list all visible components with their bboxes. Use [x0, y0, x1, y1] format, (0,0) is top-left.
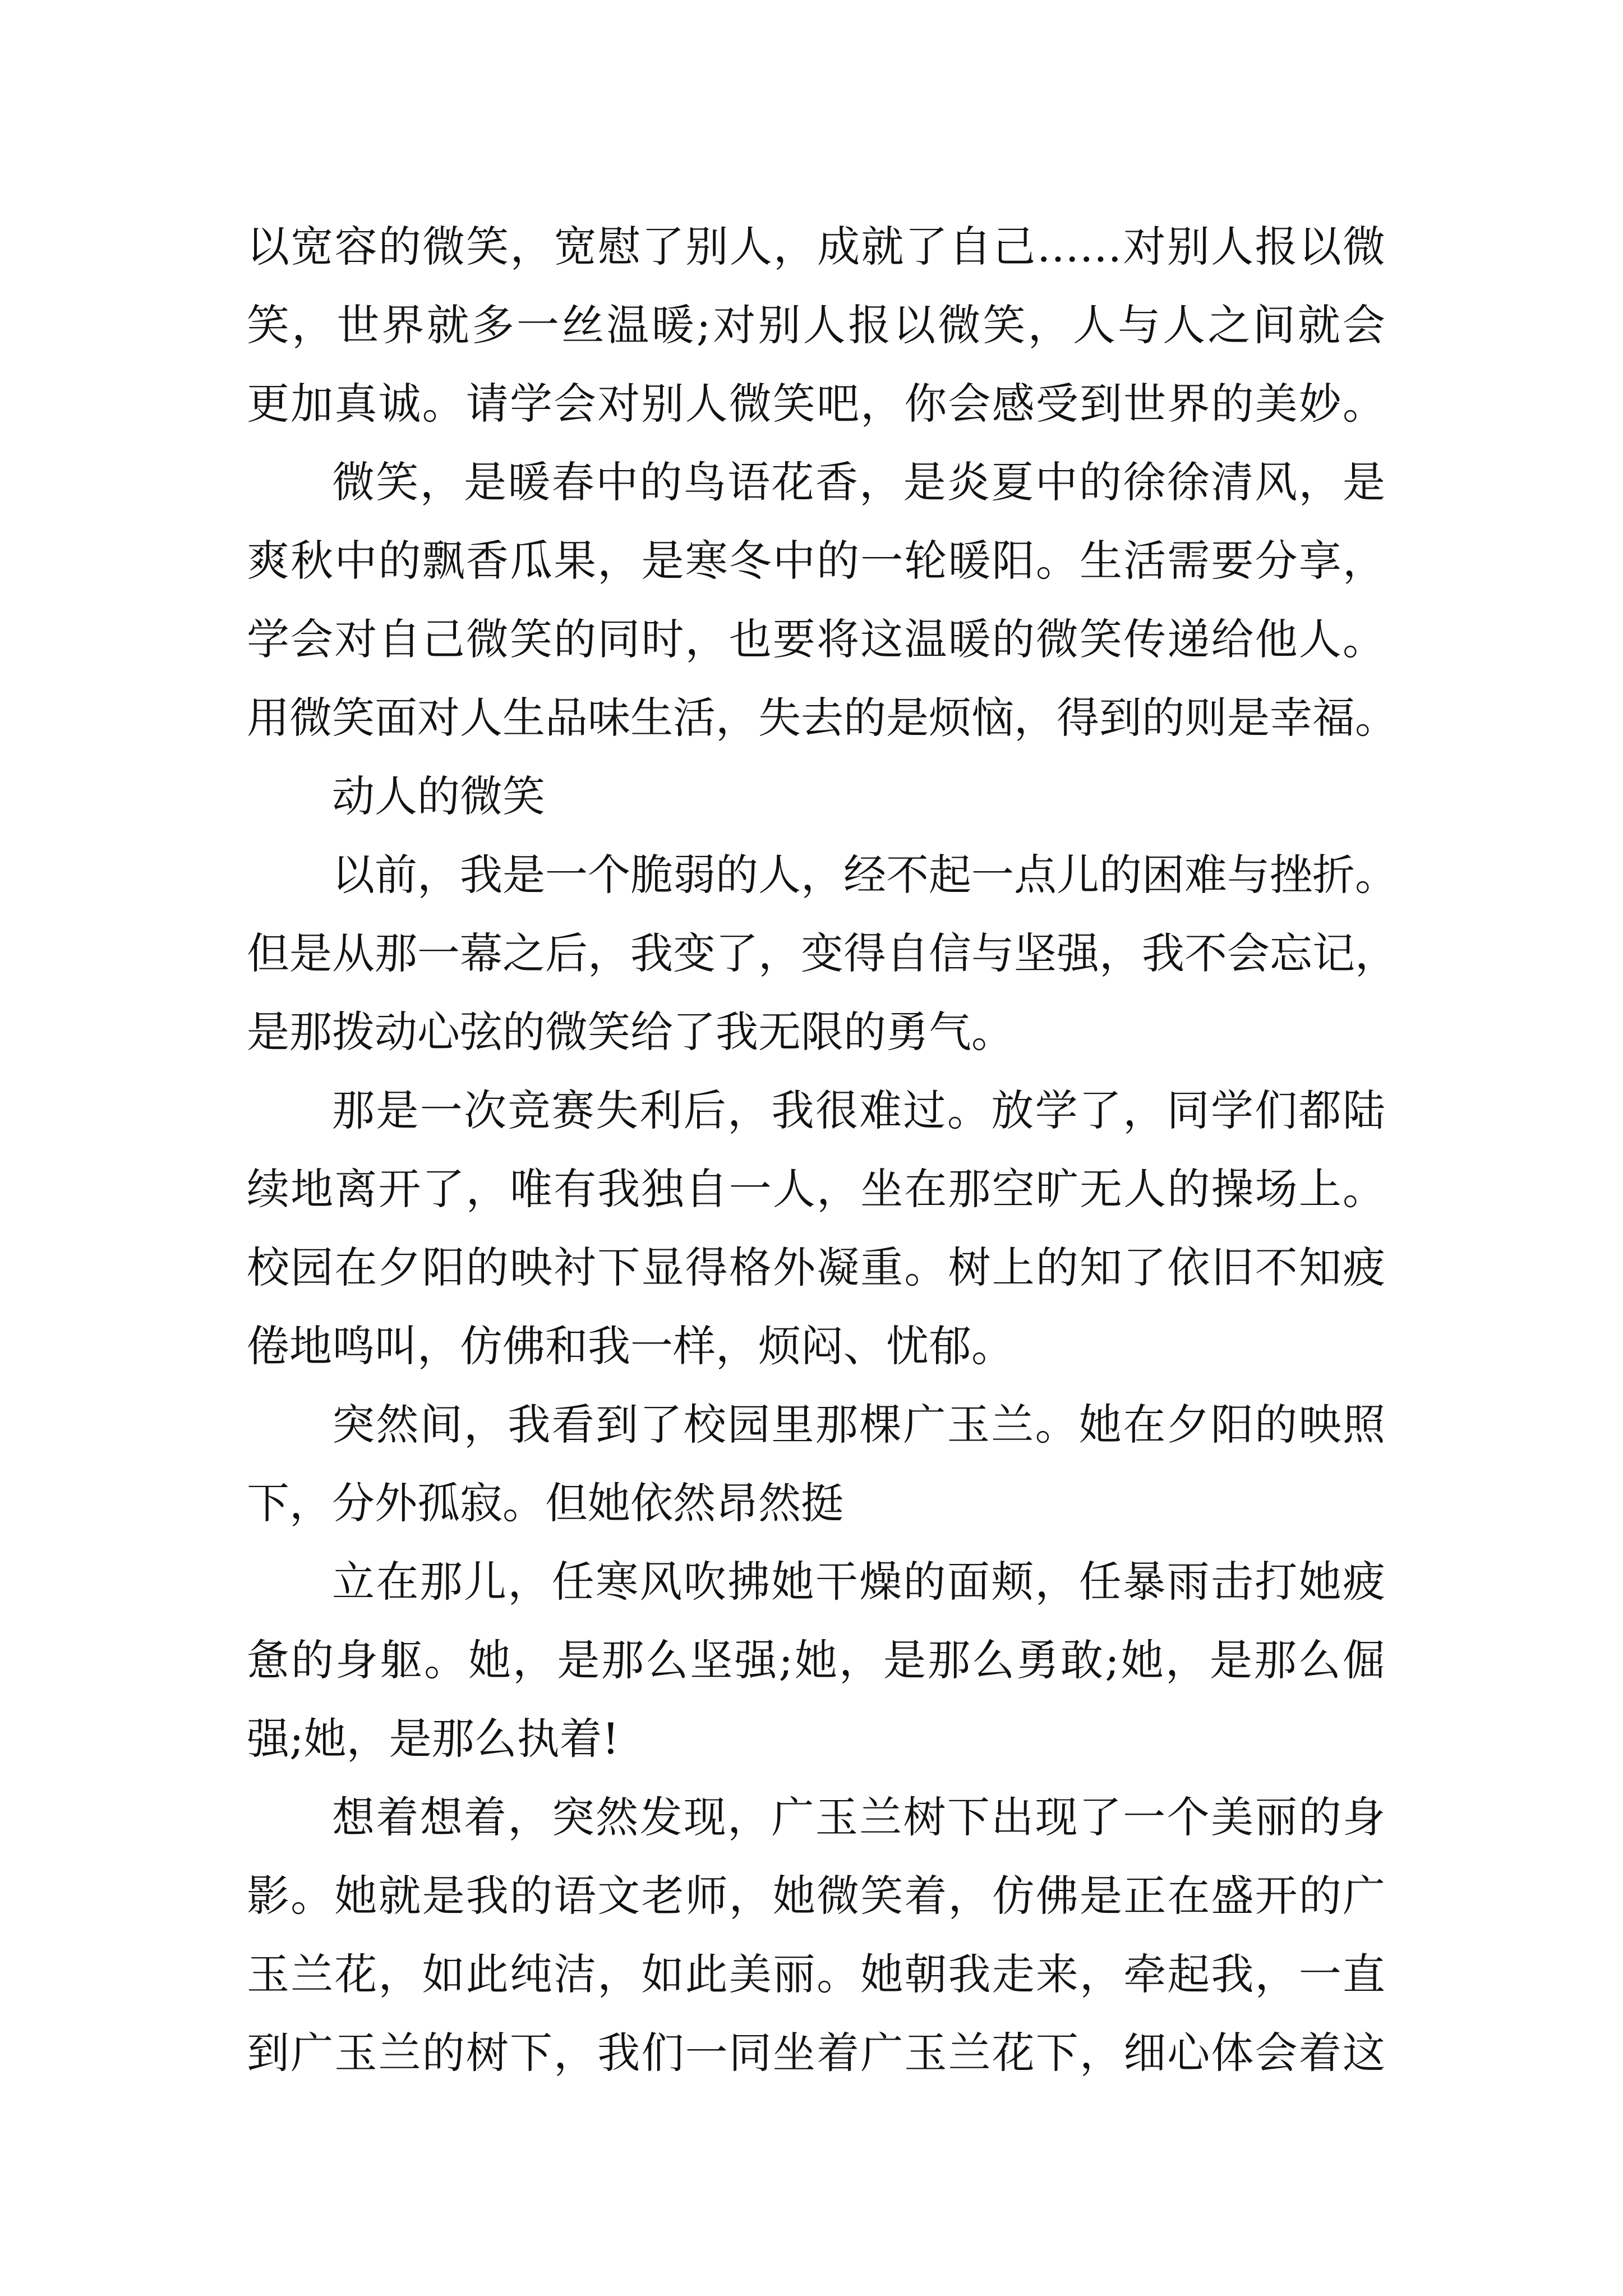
text-line: 续地离开了，唯有我独自一人，坐在那空旷无人的操场上。 [247, 1164, 1385, 1214]
text-line: 是那拨动心弦的微笑给了我无限的勇气。 [247, 1007, 1014, 1057]
text-line: 爽秋中的飘香瓜果，是寒冬中的一轮暖阳。生活需要分享， [247, 536, 1385, 586]
section-title: 动人的微笑 [332, 771, 545, 821]
paragraph-start-line: 立在那儿，任寒风吹拂她干燥的面颊，任暴雨击打她疲 [332, 1557, 1385, 1607]
text-line: 强;她，是那么执着! [247, 1714, 620, 1764]
text-line: 以宽容的微笑，宽慰了别人，成就了自己……对别人报以微 [247, 222, 1385, 272]
paragraph-start-line: 以前，我是一个脆弱的人，经不起一点儿的困难与挫折。 [332, 850, 1398, 900]
text-line: 惫的身躯。她，是那么坚强;她，是那么勇敢;她，是那么倔 [247, 1635, 1385, 1685]
text-line: 下，分外孤寂。但她依然昂然挺 [247, 1478, 843, 1528]
text-line: 玉兰花，如此纯洁，如此美丽。她朝我走来，牵起我，一直 [247, 1949, 1385, 1999]
paragraph-start-line: 那是一次竞赛失利后，我很难过。放学了，同学们都陆 [332, 1085, 1385, 1135]
paragraph-start-line: 微笑，是暖春中的鸟语花香，是炎夏中的徐徐清风，是 [332, 457, 1385, 507]
text-line: 学会对自己微笑的同时，也要将这温暖的微笑传递给他人。 [247, 614, 1385, 664]
text-line: 影。她就是我的语文老师，她微笑着，仿佛是正在盛开的广 [247, 1871, 1385, 1921]
text-line: 用微笑面对人生品味生活，失去的是烦恼，得到的则是幸福。 [247, 693, 1398, 743]
text-line: 校园在夕阳的映衬下显得格外凝重。树上的知了依旧不知疲 [247, 1243, 1385, 1292]
essay-text [247, 208, 1398, 2092]
text-line: 更加真诚。请学会对别人微笑吧，你会感受到世界的美妙。 [247, 379, 1385, 429]
text-line: 到广玉兰的树下，我们一同坐着广玉兰花下，细心体会着这 [247, 2028, 1385, 2078]
text-line: 笑，世界就多一丝温暖;对别人报以微笑，人与人之间就会 [247, 300, 1385, 350]
paragraph-start-line: 想着想着，突然发现，广玉兰树下出现了一个美丽的身 [332, 1792, 1385, 1842]
text-line: 倦地鸣叫，仿佛和我一样，烦闷、忧郁。 [247, 1321, 1014, 1371]
text-line: 但是从那一幕之后，我变了，变得自信与坚强，我不会忘记， [247, 928, 1398, 978]
paragraph-start-line: 突然间，我看到了校园里那棵广玉兰。她在夕阳的映照 [332, 1400, 1385, 1450]
